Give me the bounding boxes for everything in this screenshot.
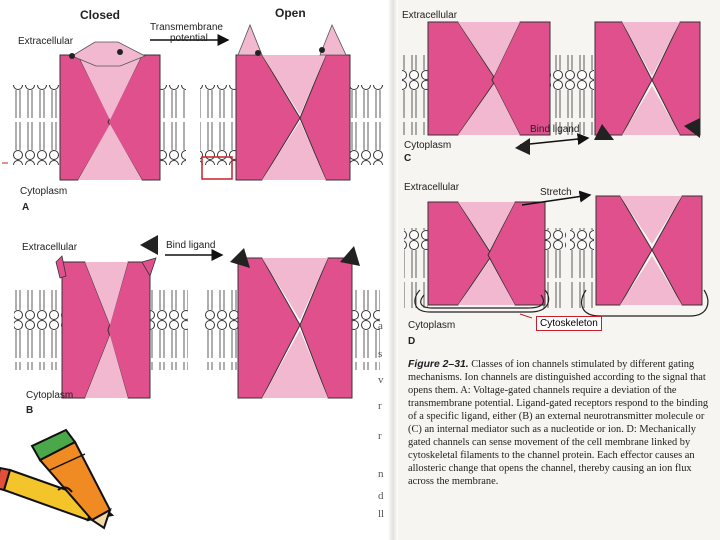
panel-letter-d: D [408,336,416,347]
bind-ligand-label-b: Bind ligand [166,240,216,251]
open-channel [236,25,350,180]
panel-letter-c: C [404,153,412,164]
caption-text: Classes of ion channels stimulated by different gating mechanisms. Ion channels are distinguished according to the signal that opens them. A: Voltage-gated channels require a deviation of the transmembrane potential. Ligand-gated receptors respond to the binding of a specific ligand, either (B) an external neurotransmitter molecule or (C) an internal mediator such as a nucleotide or ion. D: Mechanically gated channels can sense movement of the cell membrane linked by cytoskeletal filaments to the channel protein. Each effector causes an allosteric change that opens the channel, thereby causing an ion flux across the membrane. [408,359,709,487]
panel-d-diagram [404,195,708,318]
ligand-triangle [140,235,158,255]
cytoplasm-label-c: Cytoplasm [404,140,452,151]
margin-fragment: s [378,348,383,360]
open-label: Open [275,6,306,20]
membrane-lipids-left [12,85,62,165]
c-channel-open [594,22,700,140]
d-channel-open [596,196,702,305]
margin-fragment: d [378,490,384,502]
cytoplasm-label-a: Cytoplasm [20,186,68,197]
figure-number: Figure 2–31. [408,359,469,370]
ligand-gated-open [230,246,360,398]
margin-fragment: v [378,374,384,386]
panel-b-diagram [14,235,383,398]
membrane-lipids-b-mid2 [205,290,239,370]
closed-channel [60,42,160,180]
stretch-label: Stretch [540,187,572,198]
cytoplasm-label-d: Cytoplasm [408,320,456,331]
extracellular-label-b: Extracellular [22,242,78,253]
panel-a-diagram [2,25,384,180]
membrane-lipids-right [348,85,384,165]
cytoskeleton-label: Cytoskeleton [536,316,602,331]
margin-fragment: r [378,430,382,442]
margin-fragment: n [378,468,384,480]
panel-c-diagram [402,22,700,155]
membrane-lipids-b-left [14,290,62,370]
c-channel-closed [428,22,550,135]
extracellular-label-a: Extracellular [18,36,74,47]
margin-fragment: a [378,320,383,332]
pencils-clipart [0,430,112,528]
membrane-lipids-mid2 [200,85,236,165]
figure-caption [408,358,716,488]
bind-ligand-label-c: Bind ligand [530,124,580,135]
extracellular-label-d: Extracellular [404,182,460,193]
potential-label: potential [170,33,208,44]
d-channel-closed [428,202,545,305]
membrane-lipids-d-mid2 [570,228,594,308]
ligand-gated-closed [56,256,156,398]
membrane-lipids-b-right [350,290,383,370]
membrane-lipids-c-mid [548,55,594,135]
cytoplasm-label-b: Cytoplasm [26,390,74,401]
transmembrane-label: Transmembrane [150,22,223,33]
extracellular-label-c: Extracellular [402,10,458,21]
membrane-lipids-c-left [402,55,428,135]
bind-ligand-arrow-c [520,138,588,145]
panel-letter-b: B [26,405,34,416]
margin-fragment: r [378,400,382,412]
closed-label: Closed [80,8,121,22]
margin-fragment: ll [378,508,385,520]
membrane-lipids-b-mid [148,290,188,370]
panel-letter-a: A [22,202,30,213]
